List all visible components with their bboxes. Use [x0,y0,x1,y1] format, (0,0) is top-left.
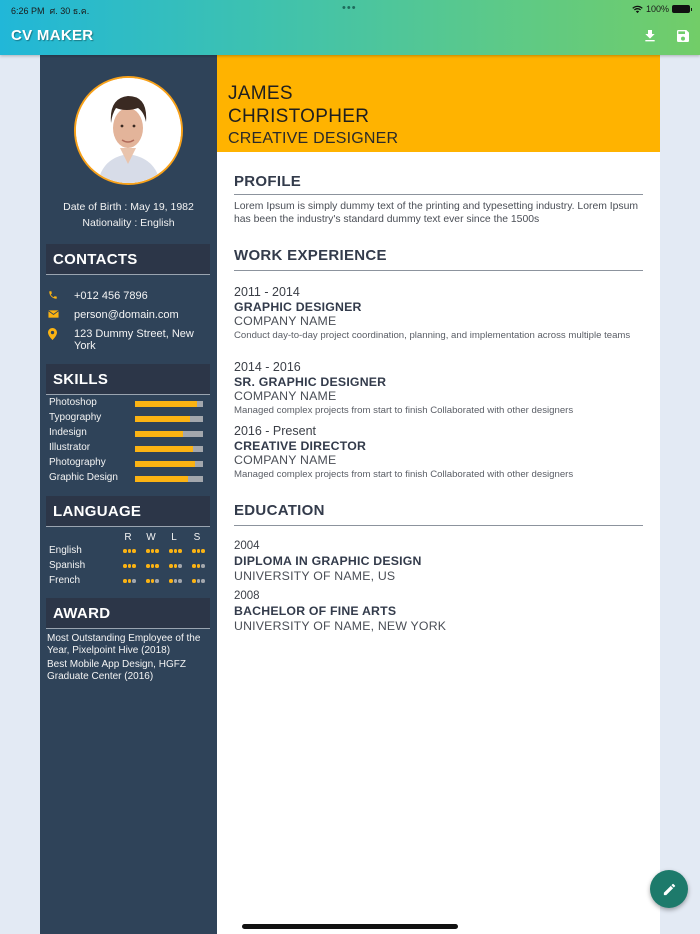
app-header [0,0,700,55]
award-item: Best Mobile App Design, HGFZ Graduate Center (2016) [47,659,186,682]
level-dot-icon [132,549,136,553]
language-name: English [49,545,82,556]
level-dot-icon [201,549,205,553]
status-time [11,4,89,18]
skill-bar-fill [135,446,193,452]
pencil-icon [662,882,677,897]
skill-bar-fill [135,416,190,422]
skill-row [49,397,209,412]
skill-name: Typography [49,412,102,423]
level-dot-icon [192,579,196,583]
language-name: French [49,575,81,586]
app-title: CV MAKER [11,27,94,44]
skill-bar [135,431,203,437]
work-description: Managed complex projects from start to finish Collaborated with other designers [234,469,574,480]
status-bar [0,0,700,18]
first-name: JAMES [228,83,293,104]
level-dot-icon [123,564,127,568]
lang-col-read: R [124,532,132,543]
download-icon [642,28,658,44]
skill-bar [135,401,203,407]
battery-percent: 100% [645,4,669,14]
edu-degree: DIPLOMA IN GRAPHIC DESIGN [234,554,422,568]
skill-bar [135,416,203,422]
skill-bar-fill [135,401,197,407]
work-description: Conduct day-to-day project coordination, planning, and implementation across multiple teams [234,330,631,341]
skill-row [49,412,209,427]
edu-degree: BACHELOR OF FINE ARTS [234,604,397,618]
skill-bar-fill [135,476,188,482]
date-text: ศ. 30 ธ.ค. [49,6,90,16]
lang-col-listen: L [171,532,177,543]
profile-photo[interactable] [74,76,183,185]
nationality: Nationality : English [82,217,175,229]
edu-school: UNIVERSITY OF NAME, NEW YORK [234,619,447,633]
language-row [49,575,209,590]
language-level-dots [123,579,136,583]
level-dot-icon [169,549,173,553]
work-role: GRAPHIC DESIGNER [234,300,362,314]
level-dot-icon [192,549,196,553]
language-level-dots [192,579,205,583]
level-dot-icon [178,564,182,568]
language-row [49,560,209,575]
level-dot-icon [201,564,205,568]
mail-icon [48,309,59,319]
download-button[interactable] [642,28,658,44]
skill-name: Indesign [49,427,87,438]
level-dot-icon [174,549,178,553]
contact-phone[interactable] [47,290,212,302]
level-dot-icon [174,579,178,583]
work-company: COMPANY NAME [234,453,337,467]
level-dot-icon [192,564,196,568]
contact-address[interactable] [47,328,212,352]
level-dot-icon [132,564,136,568]
lang-col-speak: S [193,532,201,543]
level-dot-icon [155,564,159,568]
battery-icon [672,5,690,13]
skills-heading: SKILLS [46,364,210,395]
level-dot-icon [128,549,132,553]
level-dot-icon [174,564,178,568]
level-dot-icon [146,549,150,553]
skill-bar-fill [135,461,195,467]
language-row [49,545,209,560]
email-text: person@domain.com [74,309,179,321]
work-company: COMPANY NAME [234,314,337,328]
level-dot-icon [151,564,155,568]
level-dot-icon [197,579,201,583]
location-pin-icon [48,328,57,340]
last-name: CHRISTOPHER [228,106,370,127]
multitasking-dots[interactable]: ••• [342,2,357,14]
level-dot-icon [123,579,127,583]
skill-row [49,457,209,472]
contact-email[interactable] [47,309,212,321]
profile-heading-text: PROFILE [234,173,302,190]
level-dot-icon [151,549,155,553]
work-description: Managed complex projects from start to finish Collaborated with other designers [234,405,574,416]
level-dot-icon [155,549,159,553]
work-role: CREATIVE DIRECTOR [234,439,367,453]
skill-name: Illustrator [49,442,91,453]
job-title: CREATIVE DESIGNER [228,130,399,147]
save-button[interactable] [675,28,691,44]
level-dot-icon [155,579,159,583]
cv-sidebar [40,55,217,934]
level-dot-icon [146,579,150,583]
work-heading-text: WORK EXPERIENCE [234,247,387,264]
skill-bar [135,461,203,467]
level-dot-icon [128,564,132,568]
skill-bar [135,446,203,452]
level-dot-icon [197,549,201,553]
person-photo-icon [76,78,181,183]
language-level-dots [169,564,182,568]
language-name: Spanish [49,560,86,571]
work-years: 2014 - 2016 [234,360,301,374]
status-indicators [632,4,690,14]
award-heading: AWARD [46,598,210,629]
skill-bar [135,476,203,482]
phone-icon [48,290,58,300]
skill-row [49,427,209,442]
language-level-dots [146,579,159,583]
level-dot-icon [178,549,182,553]
level-dot-icon [123,549,127,553]
level-dot-icon [197,564,201,568]
save-icon [675,28,691,44]
edu-year: 2004 [234,540,260,552]
home-indicator[interactable] [242,924,458,929]
level-dot-icon [146,564,150,568]
phone-text: +012 456 7896 [74,290,148,302]
work-company: COMPANY NAME [234,389,337,403]
level-dot-icon [169,579,173,583]
profile-text: Lorem Ipsum is simply dummy text of the printing and typesetting industry. Lorem Ipsum has been the industry's standard dummy text ever since the 1500s [234,201,639,225]
language-level-dots [123,564,136,568]
work-role: SR. GRAPHIC DESIGNER [234,375,387,389]
level-dot-icon [201,579,205,583]
level-dot-icon [151,579,155,583]
language-level-dots [192,564,205,568]
award-item: Most Outstanding Employee of the Year, Pixelpoint Hive (2018) [47,633,201,656]
date-of-birth: Date of Birth : May 19, 1982 [63,201,194,213]
skill-bar-fill [135,431,183,437]
language-level-dots [169,549,182,553]
language-level-dots [146,564,159,568]
language-level-dots [192,549,205,553]
skill-name: Graphic Design [49,472,118,483]
work-years: 2016 - Present [234,424,316,438]
education-heading-text: EDUCATION [234,502,325,519]
wifi-icon [632,5,643,14]
skill-name: Photoshop [49,397,97,408]
language-level-dots [123,549,136,553]
level-dot-icon [178,579,182,583]
level-dot-icon [132,579,136,583]
language-level-dots [169,579,182,583]
edu-school: UNIVERSITY OF NAME, US [234,569,396,583]
edit-fab-button[interactable] [650,870,688,908]
work-heading [234,247,643,271]
skill-row [49,442,209,457]
skill-name: Photography [49,457,106,468]
language-heading: LANGUAGE [46,496,210,527]
cv-page [40,55,660,934]
skill-row [49,472,209,487]
lang-col-write: W [146,532,156,543]
work-years: 2011 - 2014 [234,285,300,299]
name-header [217,55,660,152]
contacts-heading: CONTACTS [46,244,210,275]
education-heading [234,502,643,526]
time-text: 6:26 PM [11,6,45,16]
edu-year: 2008 [234,590,260,602]
level-dot-icon [128,579,132,583]
page-margin [660,55,700,934]
level-dot-icon [169,564,173,568]
profile-heading [234,173,643,195]
language-level-dots [146,549,159,553]
address-text: 123 Dummy Street, New York [74,328,194,352]
